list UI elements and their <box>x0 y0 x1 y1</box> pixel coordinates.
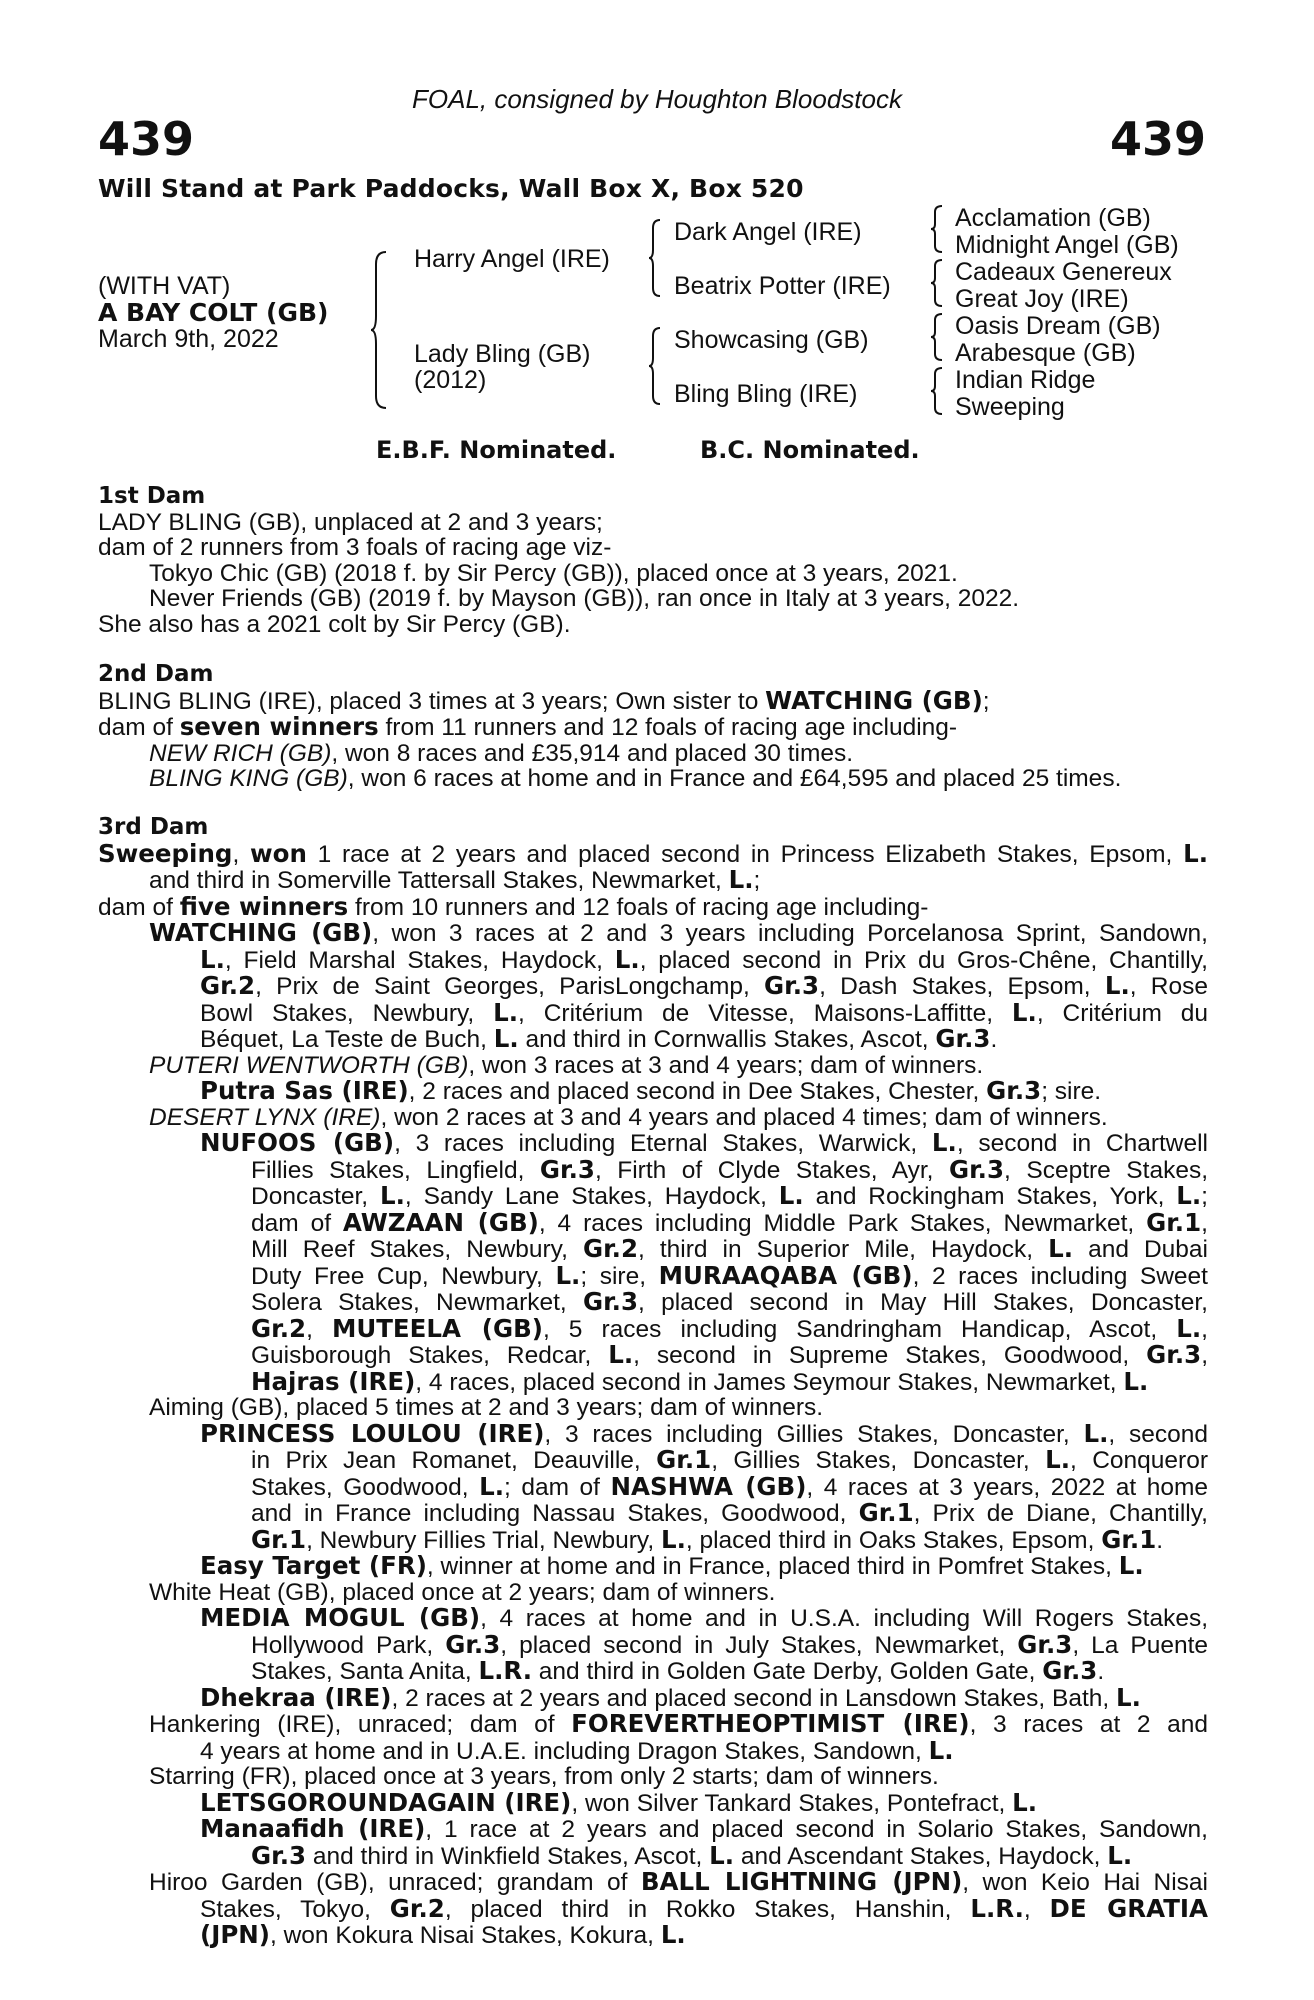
pedigree-line: Doncaster, L., Sandy Lane Stakes, Haydock, L. and Rockingham Stakes, York, L.; <box>251 1181 1208 1210</box>
pedigree-line: Gr.2, Prix de Saint Georges, ParisLongchamp, Gr.3, Dash Stakes, Epsom, L., Rose <box>200 971 1208 1000</box>
produce-line: BLING KING (GB), won 6 races at home and in France and £64,595 and placed 25 times. <box>149 765 1122 792</box>
ancestor-1: Acclamation (GB) <box>955 204 1151 232</box>
produce-line: Never Friends (GB) (2019 f. by Mayson (GB)), ran once in Italy at 3 years, 2022. <box>149 585 1020 612</box>
pedigree-line: Putra Sas (IRE), 2 races and placed second in Dee Stakes, Chester, Gr.3; sire. <box>200 1076 1102 1105</box>
bc-nomination: B.C. Nominated. <box>700 436 920 464</box>
ancestor-3: Cadeaux Genereux <box>955 258 1172 286</box>
pedigree-line: Mill Reef Stakes, Newbury, Gr.2, third in Superior Mile, Haydock, L. and Dubai <box>251 1234 1208 1263</box>
brace-icon <box>930 366 944 416</box>
brace-icon <box>930 258 944 308</box>
pedigree-line: Gr.1, Newbury Fillies Trial, Newbury, L., placed third in Oaks Stakes, Epsom, Gr.1. <box>251 1524 1164 1554</box>
section-heading: 2nd Dam <box>98 661 214 687</box>
produce-line: Tokyo Chic (GB) (2018 f. by Sir Percy (GB)), placed once at 3 years, 2021. <box>149 559 958 587</box>
pedigree-line: Guisborough Stakes, Redcar, L., second in Supreme Stakes, Goodwood, Gr.3, <box>251 1340 1208 1369</box>
ancestor-8: Sweeping <box>955 393 1065 421</box>
consignor-line: FOAL, consigned by Houghton Bloodstock <box>412 84 902 114</box>
brace-icon <box>930 312 944 362</box>
pedigree-line: Hiroo Garden (GB), unraced; grandam of BALL LIGHTNING (JPN), won Keio Hai Nisai <box>149 1867 1208 1896</box>
ancestor-6: Arabesque (GB) <box>955 339 1136 367</box>
section-heading: 1st Dam <box>98 483 206 509</box>
dam-line: LADY BLING (GB), unplaced at 2 and 3 years; <box>98 508 603 536</box>
pedigree-line: Dhekraa (IRE), 2 races at 2 years and placed second in Lansdown Stakes, Bath, L. <box>200 1682 1141 1712</box>
ancestor-2: Midnight Angel (GB) <box>955 231 1179 259</box>
pedigree-line: Hollywood Park, Gr.3, placed second in July Stakes, Newmarket, Gr.3, La Puente <box>251 1629 1209 1659</box>
third-dam-lines <box>98 838 1209 1949</box>
dam-year: (2012) <box>414 366 487 394</box>
pedigree-line: White Heat (GB), placed once at 2 years; dam of winners. <box>149 1578 776 1606</box>
dam-name: Lady Bling (GB) <box>414 340 591 368</box>
third-dam-section <box>98 815 1208 1949</box>
ancestor-5: Oasis Dream (GB) <box>955 312 1161 340</box>
sire-dam-name: Beatrix Potter (IRE) <box>674 272 891 300</box>
pedigree-line: Stakes, Santa Anita, L.R. and third in Golden Gate Derby, Golden Gate, Gr.3. <box>251 1656 1105 1685</box>
second-dam-section <box>98 662 1208 792</box>
pedigree-line: PUTERI WENTWORTH (GB), won 3 races at 3 and 4 years; dam of winners. <box>149 1051 984 1079</box>
dam-line: dam of seven winners from 11 runners and 12 foals of racing age including- <box>98 712 958 741</box>
pedigree-line: Fillies Stakes, Lingfield, Gr.3, Firth of Clyde Stakes, Ayr, Gr.3, Sceptre Stakes, <box>251 1154 1208 1184</box>
dam-line: She also has a 2021 colt by Sir Percy (GB). <box>98 610 571 638</box>
ancestor-4: Great Joy (IRE) <box>955 285 1129 313</box>
pedigree-line: 4 years at home and in U.A.E. including Dragon Stakes, Sandown, L. <box>200 1735 954 1765</box>
pedigree-line: WATCHING (GB), won 3 races at 2 and 3 years including Porcelanosa Sprint, Sandown, <box>149 918 1208 947</box>
dam-dam-name: Bling Bling (IRE) <box>674 380 858 408</box>
pedigree-line: (JPN), won Kokura Nisai Stakes, Kokura, L. <box>200 1920 686 1949</box>
foaling-date: March 9th, 2022 <box>98 325 279 353</box>
pedigree-line: PRINCESS LOULOU (IRE), 3 races including Gillies Stakes, Doncaster, L., second <box>200 1418 1208 1448</box>
pedigree-line: and third in Somerville Tattersall Stakes, Newmarket, L.; <box>149 865 761 894</box>
pedigree-line: Manaafidh (IRE), 1 race at 2 years and placed second in Solario Stakes, Sandown, <box>200 1814 1208 1843</box>
pedigree-line: dam of five winners from 10 runners and 12 foals of racing age including- <box>98 891 929 921</box>
vat-note: (WITH VAT) <box>98 272 231 300</box>
pedigree-line: Gr.3 and third in Winkfield Stakes, Ascot, L. and Ascendant Stakes, Haydock, L. <box>251 1840 1133 1870</box>
sire-sire-name: Dark Angel (IRE) <box>674 218 862 246</box>
dam-line: BLING BLING (IRE), placed 3 times at 3 years; Own sister to WATCHING (GB); <box>98 685 990 715</box>
produce-line: NEW RICH (GB), won 8 races and £35,914 and placed 30 times. <box>149 739 854 767</box>
section-heading: 3rd Dam <box>98 814 209 840</box>
dam-line: dam of 2 runners from 3 foals of racing age viz- <box>98 534 612 561</box>
brace-icon <box>930 204 944 254</box>
pedigree-line: dam of AWZAAN (GB), 4 races including Middle Park Stakes, Newmarket, Gr.1, <box>251 1207 1208 1237</box>
pedigree-line: Solera Stakes, Newmarket, Gr.3, placed second in May Hill Stakes, Doncaster, <box>251 1287 1208 1316</box>
brace-icon <box>370 250 388 410</box>
pedigree-line: Gr.2, MUTEELA (GB), 5 races including Sandringham Handicap, Ascot, L., <box>251 1313 1208 1343</box>
pedigree-line: Sweeping, won 1 race at 2 years and placed second in Princess Elizabeth Stakes, Epsom, L. <box>98 838 1208 868</box>
pedigree-line: Béquet, La Teste de Buch, L. and third in Cornwallis Stakes, Ascot, Gr.3. <box>200 1024 998 1053</box>
stable-location: Will Stand at Park Paddocks, Wall Box X, Box 520 <box>98 174 804 203</box>
pedigree-line: in Prix Jean Romanet, Deauville, Gr.1, Gillies Stakes, Doncaster, L., Conqueror <box>251 1445 1208 1474</box>
pedigree-line: DESERT LYNX (IRE), won 2 races at 3 and 4 years and placed 4 times; dam of winners. <box>149 1103 1108 1131</box>
dam-sire-name: Showcasing (GB) <box>674 326 869 354</box>
ancestor-7: Indian Ridge <box>955 366 1096 394</box>
pedigree-line: MEDIA MOGUL (GB), 4 races at home and in U.S.A. including Will Rogers Stakes, <box>200 1603 1209 1632</box>
pedigree-line: Easy Target (FR), winner at home and in France, placed third in Pomfret Stakes, L. <box>200 1551 1144 1580</box>
pedigree-line: Duty Free Cup, Newbury, L.; sire, MURAAQABA (GB), 2 races including Sweet <box>251 1260 1208 1290</box>
brace-icon <box>648 218 662 298</box>
lot-number-right: 439 <box>1109 112 1206 166</box>
pedigree-line: Bowl Stakes, Newbury, L., Critérium de Vitesse, Maisons-Laffitte, L., Critérium du <box>200 997 1208 1027</box>
pedigree-line: Hankering (IRE), unraced; dam of FOREVERTHEOPTIMIST (IRE), 3 races at 2 and <box>149 1709 1208 1738</box>
pedigree-line: NUFOOS (GB), 3 races including Eternal Stakes, Warwick, L., second in Chartwell <box>200 1128 1208 1157</box>
pedigree-line: Hajras (IRE), 4 races, placed second in James Seymour Stakes, Newmarket, L. <box>251 1366 1149 1396</box>
brace-icon <box>648 326 662 406</box>
pedigree-line: Starring (FR), placed once at 3 years, from only 2 starts; dam of winners. <box>149 1763 939 1790</box>
pedigree-line: L., Field Marshal Stakes, Haydock, L., placed second in Prix du Gros-Chêne, Chantilly, <box>200 944 1208 974</box>
pedigree-line: Aiming (GB), placed 5 times at 2 and 3 years; dam of winners. <box>149 1394 824 1421</box>
pedigree-line: Stakes, Goodwood, L.; dam of NASHWA (GB), 4 races at 3 years, 2022 at home <box>251 1471 1208 1501</box>
lot-number-left: 439 <box>98 112 195 166</box>
pedigree-line: Stakes, Tokyo, Gr.2, placed third in Rokko Stakes, Hanshin, L.R., DE GRATIA <box>200 1893 1208 1923</box>
first-dam-section <box>98 484 1208 637</box>
pedigree-line: LETSGOROUNDAGAIN (IRE), won Silver Tankard Stakes, Pontefract, L. <box>200 1787 1038 1817</box>
ebf-nomination: E.B.F. Nominated. <box>376 436 617 464</box>
subject-name: A BAY COLT (GB) <box>98 298 329 327</box>
pedigree-line: and in France including Nassau Stakes, Goodwood, Gr.1, Prix de Diane, Chantilly, <box>251 1498 1208 1527</box>
sire-name: Harry Angel (IRE) <box>414 245 610 273</box>
